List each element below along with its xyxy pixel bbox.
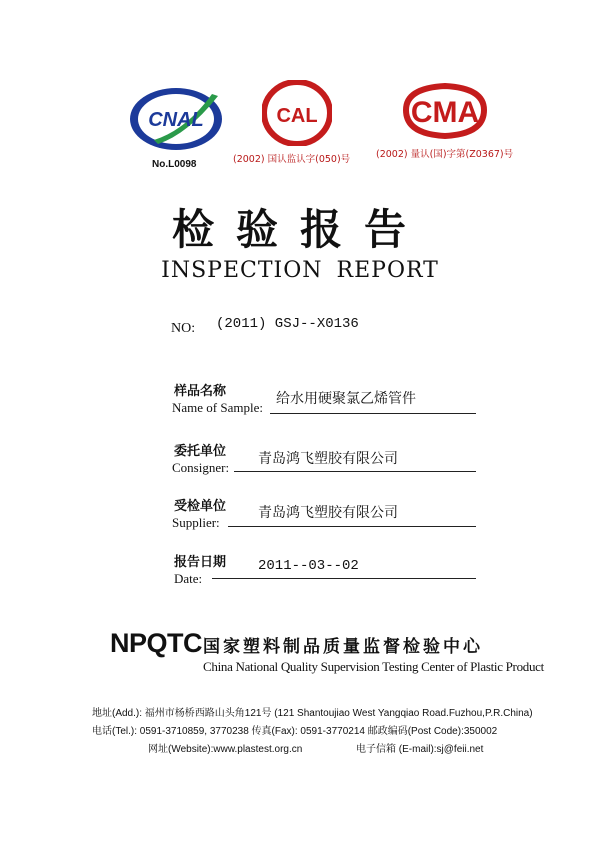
report-title-en-1: INSPECTION — [161, 258, 323, 283]
npqtc-logo: NPQTC — [110, 628, 202, 658]
center-name-cn: 国家塑料制品质量监督检验中心 — [203, 637, 483, 657]
report-title-en — [0, 258, 600, 283]
report-title-en-2: REPORT — [336, 258, 439, 283]
contact-tel-fax-post: 电话(Tel.): 0591-3710859, 3770238 传真(Fax): 0591-3770214 邮政编码(Post Code):350002 — [92, 726, 498, 737]
date-label-en: Date: — [174, 571, 203, 586]
consigner-value: 青岛鸿飞塑胶有限公司 — [258, 451, 398, 467]
contact-address: 地址(Add.): 福州市杨桥西路山头角121号 (121 Shantoujiao West Yangqiao Road.Fuzhou,P.R.China) — [92, 708, 533, 719]
supplier-underline — [228, 526, 476, 527]
cma-caption: (2002) 量认(国)字第(Z0367)号 — [376, 149, 514, 160]
center-name-en: China National Quality Supervision Testing Center of Plastic Product — [203, 659, 544, 674]
report-no-value: (2011) GSJ--X0136 — [216, 316, 359, 332]
consigner-label-cn: 委托单位 — [174, 444, 227, 459]
cma-logo — [398, 80, 492, 140]
date-label-cn: 报告日期 — [174, 555, 227, 570]
date-value: 2011--03--02 — [258, 558, 359, 574]
supplier-label-cn: 受检单位 — [174, 499, 227, 514]
cal-logo — [262, 80, 332, 146]
sample-underline — [270, 413, 476, 414]
cal-caption: (2002) 国认监认字(050)号 — [233, 154, 351, 165]
cal-logo-text: CAL — [276, 105, 318, 127]
date-underline — [212, 578, 476, 579]
report-title-cn: 检验报告 — [171, 205, 428, 254]
contact-website: 网址(Website):www.plastest.org.cn — [148, 744, 303, 755]
report-no-label: NO: — [171, 321, 196, 336]
consigner-underline — [234, 471, 476, 472]
sample-label-en: Name of Sample: — [172, 400, 263, 415]
sample-value: 给水用硬聚氯乙烯管件 — [276, 391, 416, 407]
cma-logo-text: CMA — [410, 96, 480, 129]
supplier-label-en: Supplier: — [172, 515, 220, 530]
contact-email: 电子信箱 (E-mail):sj@feii.net — [356, 744, 484, 755]
cnal-logo-text: CNAL — [148, 109, 204, 131]
cnal-number: No.L0098 — [152, 159, 197, 170]
consigner-label-en: Consigner: — [172, 460, 230, 475]
cnal-logo — [128, 86, 224, 152]
supplier-value: 青岛鸿飞塑胶有限公司 — [258, 505, 398, 521]
sample-label-cn: 样品名称 — [174, 384, 227, 399]
